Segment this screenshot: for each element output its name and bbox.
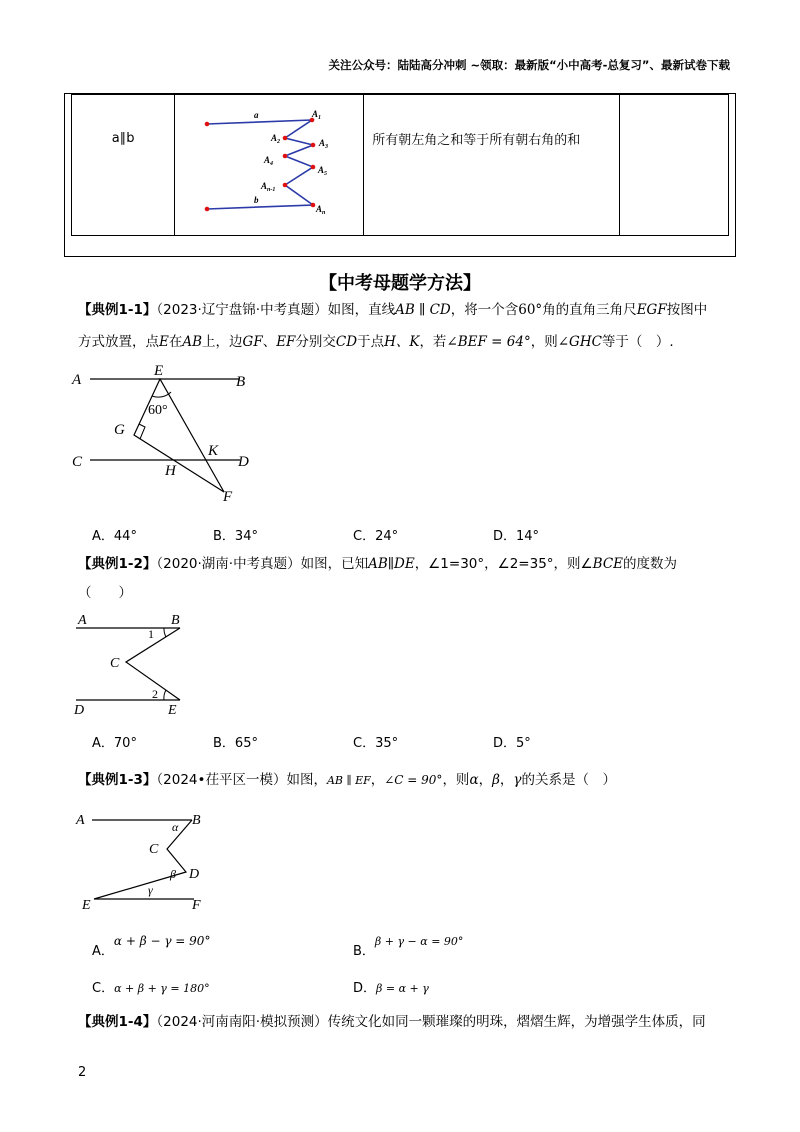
q2-text: ，∠1=30°，∠2=35°，则∠ [414,556,593,572]
q4-tag: 【典例1-4】 [78,1014,157,1030]
q1-expr: GF [242,334,263,350]
q2-text: 如图，已知 [300,556,369,572]
right-angle-mark [139,424,145,439]
point-A4 [283,154,288,159]
label-A5: $A_5$ [318,165,328,177]
point-A3 [311,143,316,148]
question-1-1 [78,301,738,320]
label-A2: $A_2$ [271,133,281,145]
label-F: F [223,489,233,505]
q2-source: （2020·湖南·中考真题） [156,556,301,572]
conclusion-cell [364,95,620,236]
q3-source: （2024•茌平区一模） [156,772,287,788]
option-value: α + β − γ = 90° [113,934,211,948]
point-An1 [283,183,288,188]
option-label: D． [493,529,517,544]
label-A: A [78,613,87,628]
section-title: 【中考母题学方法】 [319,273,481,294]
option-value: α + β + γ = 180° [114,982,210,995]
q2-option-b [213,732,258,751]
q1-option-c [353,525,398,544]
label-C: C [110,656,120,671]
option-value: 35° [375,736,399,751]
label-A: A [76,813,85,828]
q1-text: 上，边 [202,334,243,350]
q3-figure [64,806,224,916]
q2-option-d [493,732,531,751]
q2-tag: 【典例1-2】 [78,556,157,572]
zigzag-figure [175,95,367,236]
label-E: E [168,703,177,718]
q1-text: ，若 [419,334,447,350]
label-60: 60° [148,403,168,418]
q1-expr: ∠BEF = 64° [446,334,531,350]
point-b-left [205,207,210,212]
q3-expr: β [492,772,500,788]
property-table [64,93,736,257]
q3-text: ， [478,772,493,788]
option-label: D． [353,981,377,996]
q3-text: 如图， [286,772,327,788]
label-H: H [165,463,176,479]
q3-option-a [92,930,211,959]
option-value: 70° [113,736,137,751]
q1-text: 角的直角三角尺 [542,302,637,318]
point-a-left [205,122,210,127]
label-C: C [149,842,159,857]
q1-figure [64,364,264,506]
q3-expr: γ [513,772,522,788]
q1-text: 在 [168,334,183,350]
point-A2 [283,136,288,141]
q1-text: 分别交 [295,334,336,350]
condition-text: a∥b [111,131,135,146]
label-B: B [171,613,180,628]
label-F: F [192,898,201,913]
option-label: A． [92,944,114,959]
property-table-grid [71,94,729,236]
option-value: 5° [516,736,531,751]
q3-option-b [353,930,464,959]
page-header: 关注公众号：陆陆高分冲刺 ~领取：最新版“小中高考-总复习”、最新试卷下载 [328,58,730,72]
condition-cell [72,95,175,236]
q2-option-c [353,732,398,751]
triangle-EGF [134,379,224,492]
label-D: D [74,703,85,718]
q3-expr: α [469,772,479,788]
q1-option-b [213,525,258,544]
page-number: 2 [78,1065,87,1080]
option-label: B． [213,529,235,544]
label-An1: $A_{n-1}$ [261,181,276,193]
q1-expr: AB [182,334,203,350]
option-label: C． [92,981,115,996]
angle-arc-2 [164,690,166,700]
q1-expr: EGF [636,302,667,318]
option-value: 34° [234,529,258,544]
q2-expr: BCE [592,556,624,572]
q1-expr: ∠GHC [557,334,602,350]
label-An: $A_n$ [316,204,326,216]
label-A: A [72,372,82,388]
option-value: 14° [516,529,540,544]
q1-text: ，则 [530,334,558,350]
question-1-4 [78,1013,738,1032]
option-value: 65° [234,736,258,751]
conclusion-text: 所有朝左角之和等于所有朝右角的和 [372,133,581,148]
q2-text: 的度数为 [623,556,678,572]
option-label: A． [92,529,114,544]
q1-text: 如图，直线 [327,302,396,318]
option-value: 44° [113,529,137,544]
q3-text: ，则 [442,772,470,788]
label-C: C [72,454,83,470]
q2-expr: AB∥DE [368,556,415,572]
label-K: K [208,443,219,459]
point-A5 [311,165,316,170]
option-value: β + γ − α = 90° [374,935,464,948]
label-E: E [82,898,91,913]
q1-expr: EF [276,334,296,350]
q4-source: （2024·河南南阳·模拟预测） [156,1014,328,1030]
q3-option-d [353,977,429,996]
empty-cell [620,95,729,236]
option-label: B． [353,944,375,959]
label-beta: β [170,867,176,881]
q2-paren: （ ） [78,585,132,601]
point-An [311,203,316,208]
q3-option-c [92,977,210,996]
q1-text: 按图中 [666,302,708,318]
angle-arc-1 [164,628,166,637]
q1-text: ，将一个含 [450,302,519,318]
label-2: 2 [152,687,158,701]
option-value: β = α + γ [376,982,429,995]
q3-expr: AB ∥ EF [326,774,371,787]
option-label: A． [92,736,114,751]
q1-expr: H、K [384,334,420,350]
label-a: a [254,110,259,120]
q1-option-a [92,525,137,544]
label-A4: $A_4$ [264,155,274,167]
zigzag-line [207,120,313,209]
q1-expr: CD [335,334,358,350]
option-label: C． [353,529,376,544]
q3-tag: 【典例1-3】 [78,772,157,788]
option-value: 24° [375,529,399,544]
option-label: B． [213,736,235,751]
q3-text: 的关系是（ ） [521,772,616,788]
question-1-2 [78,555,738,574]
q1-text: 于点 [357,334,385,350]
q1-text: 等于（ ）. [601,334,674,350]
label-D: D [189,867,200,882]
option-label: C． [353,736,376,751]
question-1-3 [78,771,738,790]
q1-text: 方式放置，点 [78,334,159,350]
label-A1: $A_1$ [312,109,322,121]
q1-expr: AB ∥ CD [395,302,451,318]
option-label: D． [493,736,517,751]
label-A3: $A_3$ [319,138,329,150]
q4-text: 传统文化如同一颗璀璨的明珠，熠熠生辉，为增强学生体质，同 [327,1014,706,1030]
label-gamma: γ [148,883,153,897]
label-E: E [154,364,164,379]
label-alpha: α [172,820,179,834]
label-G: G [114,422,125,438]
q3-text: ， [499,772,514,788]
q1-expr: E [159,334,169,350]
q1-option-d [493,525,539,544]
q1-text: 、 [262,334,277,350]
question-1-1-line2 [78,333,738,352]
label-b: b [254,195,259,205]
label-B: B [236,374,246,390]
q3-text: ， [370,772,385,788]
label-B: B [192,813,201,828]
figure-cell [175,95,364,236]
q1-tag: 【典例1-1】 [78,302,157,318]
q2-option-a [92,732,137,751]
q1-source: （2023·辽宁盘锦·中考真题） [156,302,328,318]
label-D: D [238,454,249,470]
q2-figure [64,608,204,720]
label-1: 1 [148,627,154,641]
q3-expr: ∠C = 90° [384,773,443,787]
q1-expr: 60° [518,302,543,318]
